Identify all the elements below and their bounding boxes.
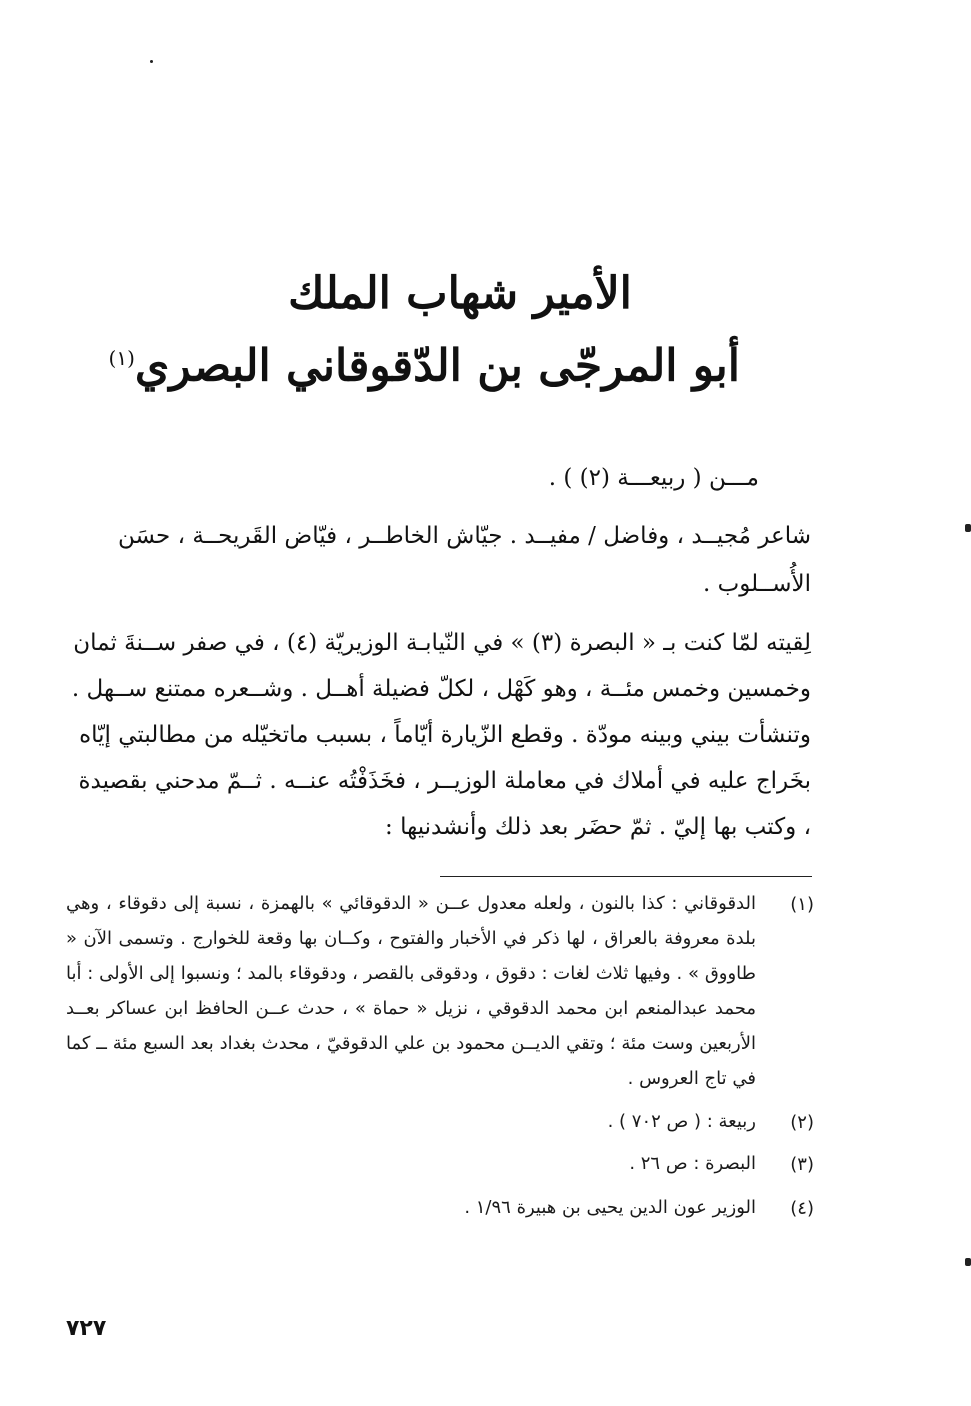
main-body bbox=[66, 452, 811, 850]
footnote-number: (١) bbox=[790, 894, 814, 915]
footnote bbox=[66, 1190, 818, 1228]
footnote bbox=[66, 886, 818, 1096]
footnote bbox=[66, 1146, 818, 1184]
title-line-2 bbox=[108, 326, 740, 399]
footnote-number: (٢) bbox=[790, 1112, 814, 1133]
footnote-number: (٤) bbox=[790, 1198, 814, 1219]
footnotes bbox=[66, 886, 818, 1228]
footnote-text: ربيعة : ( ص ٧٠٢ ) . bbox=[607, 1111, 756, 1132]
ink-speck bbox=[150, 60, 153, 63]
footnote-number: (٣) bbox=[790, 1154, 814, 1175]
title-line-2-text: أبو المرجّى بن الدّقوقاني البصري bbox=[134, 340, 740, 392]
biography-paragraph: لِقيته لمّا كنت بـ « البصرة (٣) » في النّيابـة الوزيريّة (٤) ، في صفر ســنةَ ثمان وخمسين وخمس مئــة ، وهو كَهْل ، لكلّ فضيلة أهــل . وشــعره ممتنع ســهل . وتنشأت بيني وبينه مودّة . وقطع الزّيارة أيّاماً ، بسبب ماتخيّله من مطالبتي إيّاه بخَراج عليه في أملاك في معاملة الوزيــر ، فخَذَفْتُه عنــه . ثــمّ مدحني بقصيدة ، وكتب بها إليّ . ثمّ حضَر بعد ذلك وأنشدنيها : bbox=[71, 630, 811, 840]
tribe-line: مـــن ( ربيعـــة (٢) ) . bbox=[548, 465, 759, 491]
page-number: ٧٢٧ bbox=[66, 1316, 107, 1341]
footnote-text: الدقوقاني : كذا بالنون ، ولعله معدول عــن « الدقوقائي » بالهمزة ، نسبة إلى دقوقاء ، وهي بلدة معروفة بالعراق ، لها ذكر في الأخبار والفتوح ، وكــان بها وقعة للخوارج . وتسمى الآن « طاووق » . وفيها ثلاث لغات : دقوق ، ودقوقى بالقصر ، ودقوقاء بالمد ؛ ونسبوا إلى الأولى : أبا محمد عبدالمنعم ابن محمد الدقوقي ، نزيل « حماة » ، حدث عــن الحافظ ابن عساكر بعــد الأربعين وست مئة ؛ وتقي الديــن محمود بن علي الدقوقيّ ، محدث بغداد بعد السبع مئة ــ كما في تاج العروس . bbox=[66, 893, 756, 1089]
poet-title bbox=[108, 262, 740, 399]
edge-mark bbox=[965, 524, 971, 532]
edge-mark bbox=[965, 1258, 971, 1266]
footnote bbox=[66, 1104, 818, 1142]
footnote-text: البصرة : ص ٢٦ . bbox=[629, 1153, 756, 1174]
description-paragraph: شاعر مُجيــد ، وفاضل / مفيــد . جيّاش الخاطــر ، فيّاض القَريحــة ، حسَن الأُســلوب . bbox=[118, 523, 811, 597]
footnote-text: الوزير عون الدين يحيى بن هبيرة ١/٩٦ . bbox=[464, 1197, 756, 1218]
title-line-1: الأمير شهاب الملك bbox=[288, 268, 632, 319]
title-footnote-ref: (١) bbox=[108, 346, 135, 370]
footnote-separator bbox=[440, 876, 812, 877]
